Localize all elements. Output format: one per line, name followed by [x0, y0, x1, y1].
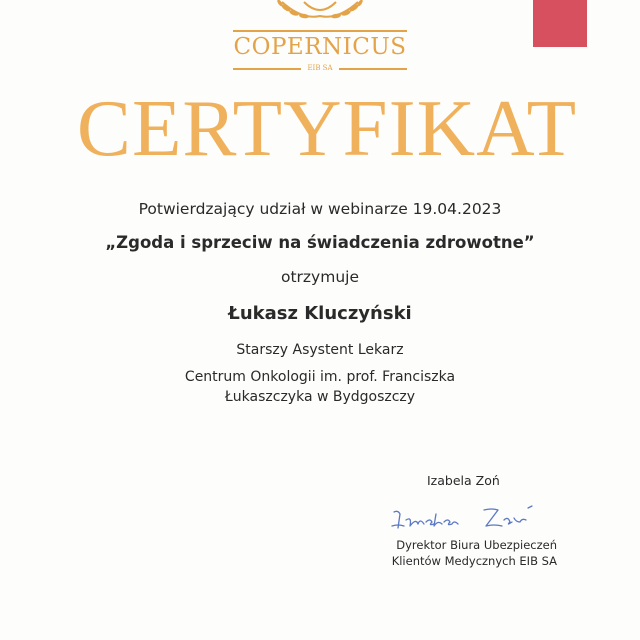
recipient-position: Starszy Asystent Lekarz	[236, 342, 404, 358]
receives-text: otrzymuje	[280, 268, 359, 286]
corner-tab	[533, 0, 587, 47]
signatory-role-line-2: Klientów Medycznych EIB SA	[391, 554, 557, 568]
brand-suffix: EIB SA	[307, 64, 333, 72]
brand-name: COPERNICUS	[233, 34, 407, 60]
signatory-role-line-1: Dyrektor Biura Ubezpieczeń	[396, 538, 557, 552]
certificate-title: CERTYFIKAT	[76, 83, 578, 173]
recipient-name: Łukasz Kluczyński	[228, 303, 412, 324]
logo-rule-bottom-right	[339, 68, 407, 70]
handwritten-signature	[388, 500, 548, 534]
laurel-wreath-icon	[262, 0, 378, 22]
confirmation-text: Potwierdzający udział w webinarze 19.04.2023	[138, 200, 502, 218]
signatory-name: Izabela Zoń	[427, 473, 500, 488]
signatory-role	[377, 537, 557, 569]
webinar-title: „Zgoda i sprzeciw na świadczenia zdrowotne”	[105, 233, 535, 252]
recipient-institution: Centrum Onkologii im. prof. Franciszka Łukaszczyka w Bydgoszczy	[184, 369, 456, 405]
